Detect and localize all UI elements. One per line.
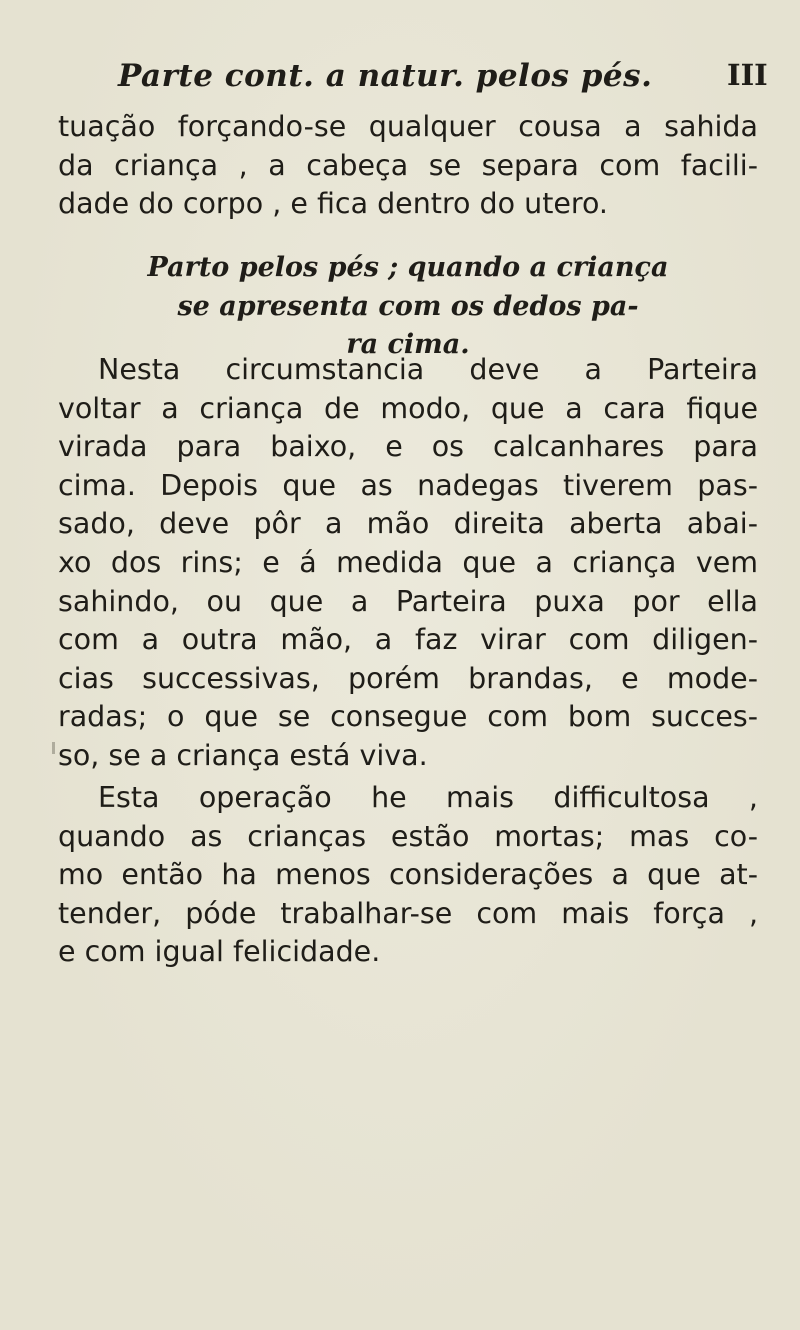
text-line: Nesta circumstancia deve a Parteira [98, 353, 758, 386]
text-line: tuação forçando-se qualquer cousa a sahida [58, 110, 758, 143]
text-line: cias successivas, porém brandas, e mode- [58, 661, 758, 695]
text-line: virada para baixo, e os calcanhares para [58, 430, 758, 464]
text-line: e com igual felicidade. [58, 935, 381, 969]
heading-line: Parto pelos pés ; quando a criança [147, 252, 669, 283]
text-line: sahindo, ou que a Parteira puxa por ella [58, 584, 758, 618]
running-head: Parte cont. a natur. pelos pés. [118, 58, 653, 94]
text-line: com a outra mão, a faz virar com diligen- [58, 623, 758, 657]
text-line: quando as crianças estão mortas; mas co- [58, 819, 758, 853]
text-line: tender, póde trabalhar-se com mais força , [58, 896, 758, 930]
text-line: so, se a criança está viva. [58, 738, 428, 772]
text-line: radas; o que se consegue com bom succes- [58, 700, 758, 734]
heading-line: se apresenta com os dedos pa- [177, 290, 639, 322]
text-line: dade do corpo , e fica dentro do utero. [58, 187, 608, 221]
paragraph-top [58, 108, 758, 224]
text-line: da criança , a cabeça se separa com facili- [58, 148, 758, 182]
text-line: voltar a criança de modo, que a cara fique [58, 391, 758, 425]
paragraph-1 [58, 351, 758, 776]
margin-mark [52, 742, 55, 754]
text-line: cima. Depois que as nadegas tiverem pas- [58, 468, 758, 502]
page-header [0, 58, 800, 98]
heading-line: ra cima. [346, 329, 470, 361]
text-line: sado, deve pôr a mão direita aberta abai- [58, 507, 758, 541]
paragraph-2 [58, 779, 758, 972]
text-line: Esta operação he mais difficultosa , [98, 781, 758, 814]
text-line: xo dos rins; e á medida que a criança vem [58, 545, 758, 579]
text-line: mo então ha menos considerações a que at- [58, 858, 758, 892]
section-heading [58, 249, 758, 365]
page-number: III [727, 58, 768, 92]
